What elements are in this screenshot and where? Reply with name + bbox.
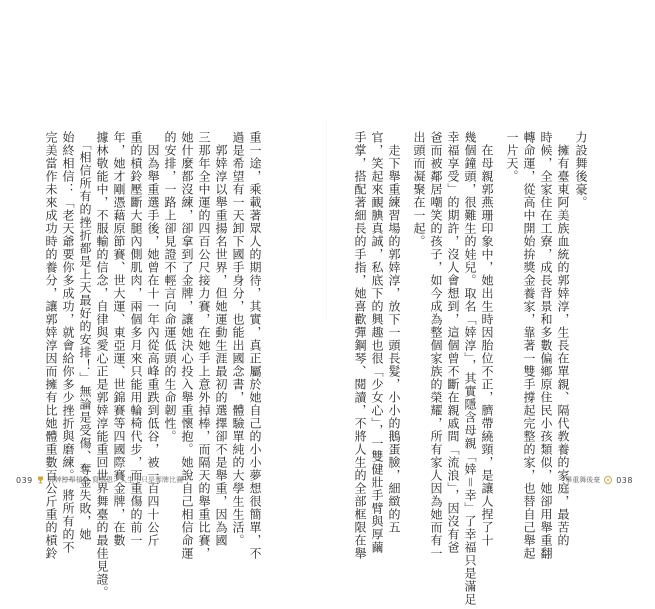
- text-column: 據林敬能中，不服輸的信念，自律與愛心正是郭婞淳能重回世界舞臺的最佳見證。: [95, 131, 109, 599]
- running-title: 郭婞淳舉槓鈴 寫感恩：人生不只是奪牌比賽: [47, 476, 184, 484]
- text-column: 年，她才剛憑藉原節賽、世大運、東亞運、世錦賽等四國際賽金牌，在數: [112, 131, 126, 547]
- text-column: 手掌，搭配著細長的手指，她喜歡彈鋼琴、閱讀，不將人生的全部框限在舉: [353, 131, 367, 560]
- text-column: 「相信所有的挫折都是上天最好的安排！」無論是受傷、奪金失敗，她: [78, 131, 92, 541]
- right-footer: [565, 475, 633, 485]
- page-number: 038: [616, 475, 633, 485]
- text-column: 力設舞後豪。: [574, 131, 588, 209]
- trophy-icon: [37, 476, 44, 484]
- text-column: 過是希望有一天卸下國手身分，也能出國念書，體驗單純的大學生生活。: [231, 131, 245, 547]
- right-page: [327, 0, 655, 609]
- left-footer: [16, 475, 183, 485]
- text-column: 官，笑起來靦腆真誠，私底下的興趣也很「少女心」，一雙健壯手臂與厚繭: [370, 131, 384, 554]
- text-column: 她什麼都沒練，卻拿到了金牌，讓她決心投入舉重懷抱。她說自己相信命運: [180, 131, 194, 560]
- text-column: 重一途，乘載著眾人的期待，其實，真正屬於她自己的小小夢想很簡單，不: [248, 131, 262, 560]
- text-column: 轉命運，從高中開始拚獎金養家，靠著一雙手撐起完整的家，也替自己舉起: [522, 131, 536, 560]
- text-column: 時候，全家住在工寮，成長背景和多數偏鄉原住民小孩類似，她卻用舉重翻: [539, 131, 553, 560]
- text-column: 的安排，一路上卻見證不輕言向命運低頭的生命韌性。: [163, 131, 177, 443]
- text-column: 擁有臺東阿美族血統的郭婞淳，生長在單親、隔代教養的家庭，最苦的: [556, 131, 570, 547]
- text-column: 在母親郭燕珊印象中，她出生時因胎位不正，臍帶繞頸，是讓人捏了十: [480, 131, 494, 547]
- text-column: 幸福享受」的期許，沒人會想到，這個曾不斷在親戚間「流浪」，因沒有爸: [446, 131, 460, 554]
- running-title: 舉重舞後豪: [565, 476, 601, 484]
- page-number: 039: [16, 475, 33, 485]
- text-column: 幾個鐘頭，很難生的娃兒。取名「婞淳」，其實隱含母親「婞＝幸」了幸福只是滿足: [463, 131, 477, 607]
- text-column: 走下舉重練習場的郭婞淳，放下一頭長髮，小小的鵝蛋臉，細緻的五: [387, 131, 401, 534]
- text-column: 一片天。: [505, 131, 519, 183]
- text-column: 始終相信：「老天爺要你多成功，就會給你多少挫折與磨練。」將所有的不: [61, 131, 75, 554]
- left-page: [0, 0, 327, 609]
- text-column: 郭婞淳以舉重揚名世界，但她運動生涯最初的選擇卻不是舉重，因為國: [214, 131, 228, 547]
- circle-mark-icon: [604, 476, 612, 484]
- text-column: 爸而被鄰居嘲笑的孩子，如今成為整個家族的榮耀，所有家人因為她而有一: [429, 131, 443, 560]
- text-column: 重的槓鈴壓斷大腿內側肌肉，兩個多月來只能用輪椅代步，而重傷的前一: [129, 131, 143, 547]
- text-column: 出頭而凝聚在一起。: [412, 131, 426, 248]
- text-column: 因為舉重選手後，她曾在十一年內從高峰重跌到低谷，被一百四十公斤: [146, 131, 160, 547]
- text-column: 三那年全中運的四百公尺接力賽，在她手上意外掉棒，而隔天的舉重比賽，: [197, 131, 211, 560]
- text-column: 完美當作未來成功時的養分，讓郭婞淳因而擁有比她體重數百公斤重的槓鈴: [44, 131, 58, 560]
